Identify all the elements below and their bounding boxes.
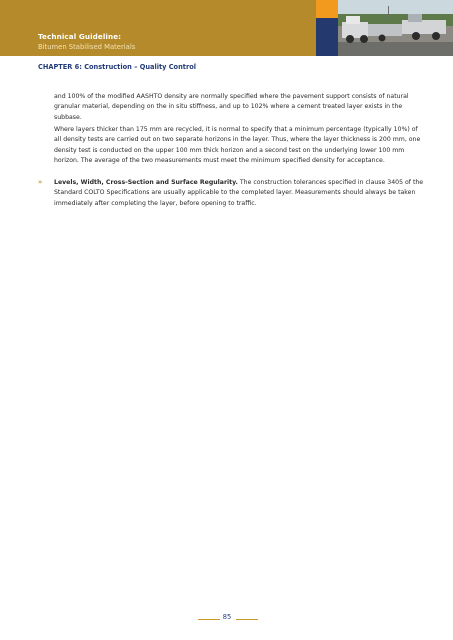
bullet-marker: » (38, 178, 43, 186)
header-navy-block (316, 18, 338, 56)
document-title: Technical Guideline: (38, 32, 122, 41)
header-photo (338, 0, 453, 56)
chapter-heading: CHAPTER 6: Construction – Quality Control (38, 63, 196, 71)
footer-rule-right (236, 619, 258, 620)
construction-photo-illustration (338, 0, 453, 56)
paragraph-levels-width (54, 178, 426, 209)
page-number: 85 (222, 613, 232, 621)
paragraph-density-requirements: and 100% of the modified AASHTO density are normally specified where the pavement support consists of natural granular material, depending on the in situ stiffness, and up to 102% where a cement treated layer exists in the subbase. (54, 93, 409, 121)
document-subtitle: Bitumen Stabilised Materials (38, 43, 136, 51)
footer-rule-left (198, 619, 220, 620)
header-orange-strip (316, 0, 338, 18)
paragraph-levels-body: The construction tolerances specified in clause 3405 of the Standard COLTO Specifications are usually applicable to the completed layer. Measurements should always be taken immediately after completing the layer, before opening to traffic. (54, 179, 424, 207)
paragraph-levels-heading: Levels, Width, Cross-Section and Surface Regularity. (54, 179, 238, 186)
paragraph-density-horizons: Where layers thicker than 175 mm are recycled, it is normal to specify that a minimum percentage (typically 10%) of all density tests are carried out on two separate horizons in the layer. Thus, where the layer thickness is 200 mm, one density test is conducted on the upper 100 mm thick horizon and a second test on the underlying lower 100 mm horizon. The average of the two measurements must meet the minimum specified density for acceptance. (54, 126, 421, 164)
